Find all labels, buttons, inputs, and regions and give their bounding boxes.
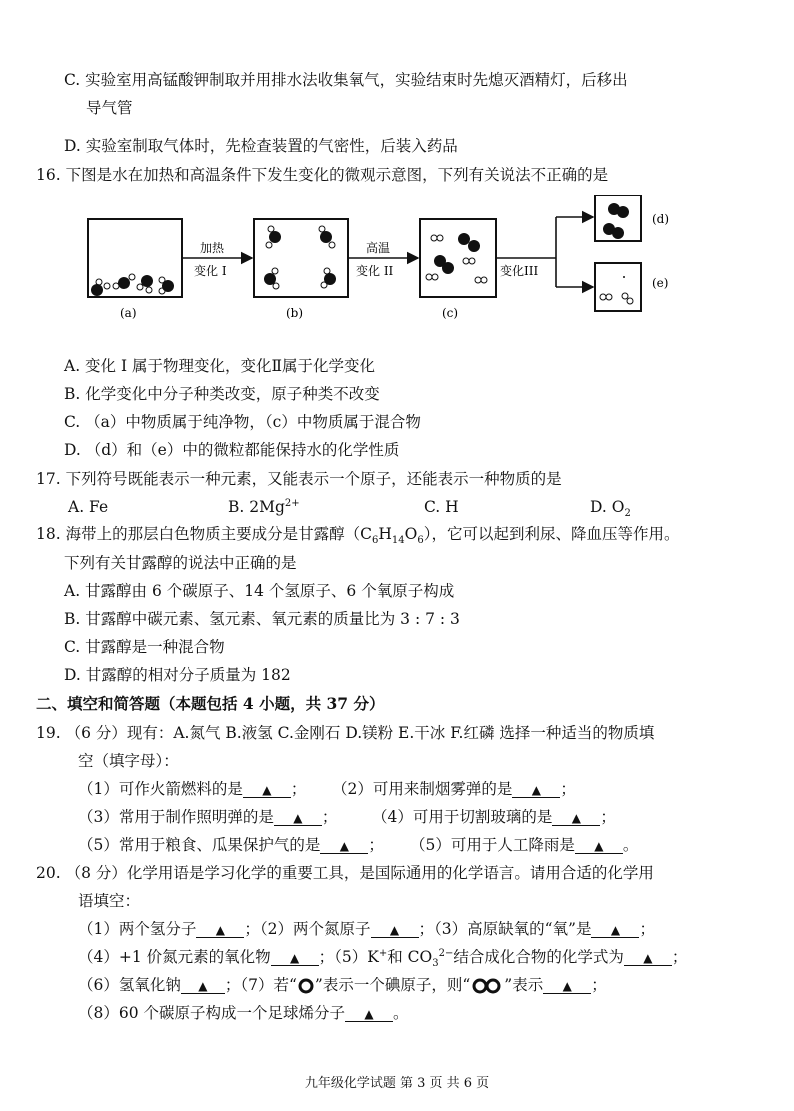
- page-footer: 九年级化学试题 第 3 页 共 6 页: [304, 1076, 490, 1091]
- q17-option-b-charge: 2+: [284, 497, 300, 509]
- q20-item-8-text: （8）60 个碳原子构成一个足球烯分子: [78, 1004, 346, 1022]
- separator: ；: [321, 808, 338, 826]
- answer-blank[interactable]: [243, 779, 291, 798]
- q20-item-5-mid: 和 CO: [387, 948, 433, 966]
- box-c: [420, 219, 496, 297]
- q19-item-2: [332, 779, 576, 799]
- box-d: [595, 195, 641, 241]
- q16-option-d: D. （d）和（e）中的微粒都能保持水的化学性质: [64, 441, 400, 459]
- answer-blank[interactable]: [320, 835, 368, 854]
- q15-option-d: D. 实验室制取气体时，先检查装置的气密性，后装入药品: [64, 137, 458, 155]
- q16-option-c: C. （a）中物质属于纯净物，（c）中物质属于混合物: [64, 413, 421, 431]
- q18-stem-pre: 18. 海带上的那层白色物质主要成分是甘露醇（C: [36, 525, 372, 543]
- answer-blank[interactable]: [552, 807, 600, 826]
- q20-item-7-mid: ”表示一个碘原子，则“: [314, 976, 471, 994]
- q18-option-a: A. 甘露醇由 6 个碳原子、14 个氢原子、6 个氧原子构成: [64, 582, 455, 600]
- q17-stem: 17. 下列符号既能表示一种元素，又能表示一个原子，还能表示一种物质的是: [36, 470, 562, 488]
- separator: ；: [591, 976, 607, 994]
- answer-blank[interactable]: [512, 779, 560, 798]
- q19-item-2-text: （2）可用来制烟雾弹的是: [332, 780, 513, 798]
- q19-stem-2: 空（填字母）：: [78, 752, 179, 770]
- q18-formula-h: H: [378, 525, 392, 543]
- q17-option-c: C. H: [424, 498, 459, 516]
- section-2-heading: 二、填空和简答题（本题包括 4 小题，共 37 分）: [36, 694, 385, 713]
- box-b: [254, 219, 348, 297]
- answer-blank[interactable]: [624, 947, 672, 966]
- q20-line-2: [78, 947, 688, 970]
- q19-item-1: [78, 779, 306, 799]
- q15-option-c-line1: C. 实验室用高锰酸钾制取并用排水法收集氧气，实验结束时先熄灭酒精灯，后移出: [64, 71, 628, 89]
- label-c: (c): [442, 306, 459, 320]
- blank-marker: ▲: [215, 923, 225, 937]
- q18-option-c: C. 甘露醇是一种混合物: [64, 638, 225, 656]
- blank-marker: ▲: [571, 811, 581, 825]
- answer-blank[interactable]: [591, 919, 639, 938]
- separator: ；: [639, 920, 655, 938]
- q20-item-7-pre: ；（7）若“: [224, 976, 297, 994]
- q16-option-b: B. 化学变化中分子种类改变，原子种类不改变: [64, 385, 380, 403]
- q19-stem-1: 19. （6 分）现有：A.氮气 B.液氢 C.金刚石 D.镁粉 E.干冰 F.红磷 选择一种适当的物质填: [36, 724, 655, 742]
- q19-item-6-text: （5）可用于人工降雨是: [410, 836, 575, 854]
- box-e: [595, 263, 641, 311]
- q19-item-6: [410, 835, 638, 855]
- q20-item-5-co3-sub: 3: [432, 958, 439, 970]
- separator: ；: [600, 808, 616, 826]
- q18-formula-h-count: 14: [391, 535, 405, 547]
- q18-stem-2: 下列有关甘露醇的说法中正确的是: [64, 554, 297, 572]
- q19-item-5: [78, 835, 384, 855]
- separator: ；: [671, 948, 688, 966]
- q20-line-1: [78, 919, 655, 939]
- q20-item-5-pre: ；（5）K: [318, 948, 379, 966]
- arrow3-label: 变化III: [500, 264, 539, 278]
- q20-item-2-text: ；（2）两个氮原子: [244, 920, 371, 938]
- label-d: (d): [652, 212, 670, 226]
- answer-blank[interactable]: [271, 947, 319, 966]
- label-e: (e): [652, 276, 669, 290]
- q20-line-4: [78, 1003, 409, 1023]
- q19-item-3-text: （3）常用于制作照明弹的是: [78, 808, 274, 826]
- separator: ；: [290, 780, 307, 798]
- answer-blank[interactable]: [345, 1003, 393, 1022]
- q20-item-4-text: （4）+1 价氮元素的氧化物: [78, 948, 271, 966]
- q17-option-b: [228, 497, 300, 517]
- q18-stem: [36, 524, 680, 547]
- q20-item-6-text: （6）氢氧化钠: [78, 976, 181, 994]
- label-a: (a): [120, 306, 137, 320]
- q16-option-a: A. 变化 I 属于物理变化，变化Ⅱ属于化学变化: [64, 357, 376, 375]
- q19-item-5-text: （5）常用于粮食、瓜果保护气的是: [78, 836, 321, 854]
- water-change-diagram: [80, 195, 700, 325]
- blank-marker: ▲: [262, 783, 272, 797]
- q17-option-b-text: B. 2Mg: [228, 498, 285, 516]
- blank-marker: ▲: [290, 951, 300, 965]
- blank-marker: ▲: [339, 839, 349, 853]
- q19-item-4: [372, 807, 616, 827]
- separator: ；: [560, 780, 576, 798]
- q17-option-d: [590, 497, 631, 520]
- q18-option-b: B. 甘露醇中碳元素、氢元素、氧元素的质量比为 3 : 7 : 3: [64, 610, 460, 628]
- q20-item-1-text: （1）两个氢分子: [78, 920, 197, 938]
- blank-marker: ▲: [389, 923, 400, 937]
- q17-option-a: A. Fe: [68, 498, 109, 516]
- q18-stem-post: ），它可以起到利尿、降血压等作用。: [423, 525, 680, 543]
- arrow1-bottom-label: 变化 I: [194, 264, 227, 278]
- q19-item-1-text: （1）可作火箭燃料的是: [78, 780, 243, 798]
- q20-line-3: [78, 975, 607, 995]
- q18-formula-c: 6: [371, 535, 379, 547]
- q18-formula-o: O: [404, 525, 418, 543]
- answer-blank[interactable]: [181, 975, 225, 994]
- q17-option-d-sub: 2: [624, 508, 631, 520]
- q20-stem-1: 20. （8 分）化学用语是学习化学的重要工具，是国际通用的化学语言。请用合适的化学用: [36, 864, 654, 882]
- blank-marker: ▲: [293, 811, 303, 825]
- blank-marker: ▲: [643, 951, 653, 965]
- arrow2-top-label: 高温: [366, 241, 391, 255]
- label-b: (b): [286, 306, 304, 320]
- q17-option-d-text: D. O: [590, 498, 625, 516]
- blank-marker: ▲: [531, 783, 541, 797]
- blank-marker: ▲: [594, 839, 604, 853]
- q18-formula-o-count: 6: [417, 535, 424, 547]
- period: 。: [622, 836, 639, 854]
- iodine-molecule-icon: [470, 978, 504, 994]
- q20-stem-2: 语填空：: [78, 892, 141, 910]
- blank-marker: ▲: [364, 1007, 374, 1021]
- box-a: [88, 219, 182, 297]
- arrow2-bottom-label: 变化 II: [356, 264, 394, 278]
- blank-marker: ▲: [610, 923, 621, 937]
- period: 。: [393, 1004, 409, 1022]
- separator: ；: [368, 836, 384, 854]
- answer-blank[interactable]: [575, 835, 623, 854]
- q19-item-3: [78, 807, 337, 827]
- answer-blank[interactable]: [543, 975, 591, 994]
- q20-item-5-k-charge: +: [378, 947, 388, 959]
- answer-blank[interactable]: [274, 807, 322, 826]
- blank-marker: ▲: [562, 979, 572, 993]
- iodine-atom-icon: [297, 978, 315, 994]
- q16-stem: 16. 下图是水在加热和高温条件下发生变化的微观示意图，下列有关说法不正确的是: [36, 166, 609, 184]
- answer-blank[interactable]: [196, 919, 244, 938]
- q20-item-3-text: ；（3）高原缺氧的“氧”是: [418, 920, 592, 938]
- answer-blank[interactable]: [371, 919, 419, 938]
- blank-marker: ▲: [198, 979, 208, 993]
- q20-item-7-post: ”表示: [504, 976, 544, 994]
- q20-item-5-post: 结合成化合物的化学式为: [453, 948, 624, 966]
- q18-option-d: D. 甘露醇的相对分子质量为 182: [64, 666, 291, 684]
- arrow1-top-label: 加热: [200, 241, 225, 255]
- q20-item-5-co3-charge: 2−: [438, 947, 454, 959]
- q15-option-c-line2: 导气管: [86, 99, 133, 117]
- q19-item-4-text: （4）可用于切割玻璃的是: [372, 808, 553, 826]
